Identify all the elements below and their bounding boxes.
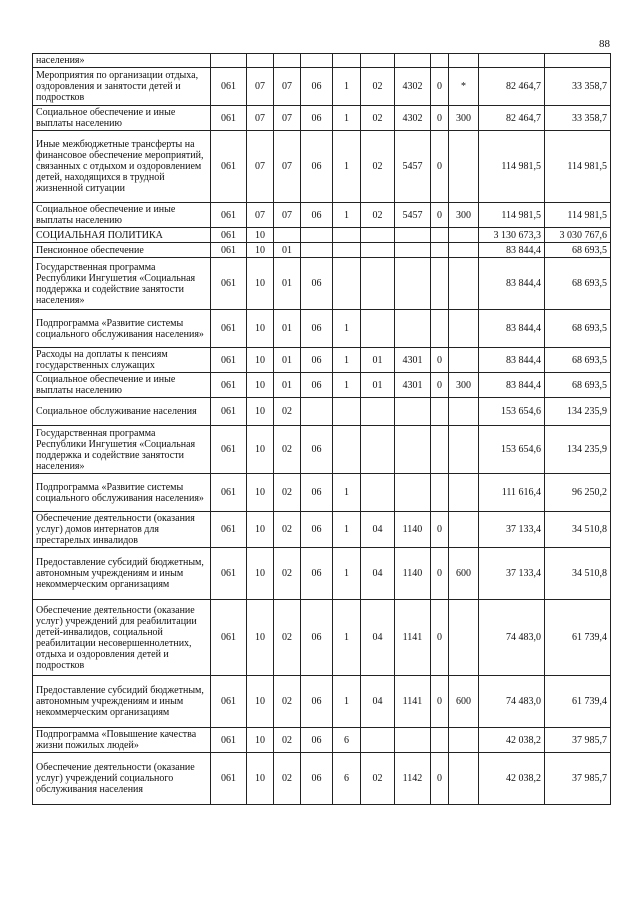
- code-extra: [431, 310, 449, 348]
- code-direction: [395, 243, 431, 258]
- row-name: Предоставление субсидий бюджетным, автономным учреждениям и иным некоммерческим организациям: [33, 676, 211, 728]
- amount-1: 3 130 673,3: [479, 228, 545, 243]
- code-extra: 0: [431, 106, 449, 131]
- code-ministry: 061: [211, 310, 247, 348]
- code-section: 07: [247, 106, 274, 131]
- code-subprogram: 1: [333, 676, 361, 728]
- code-subprogram: 1: [333, 348, 361, 373]
- code-activity: 02: [361, 203, 395, 228]
- code-subsection: 07: [274, 68, 301, 106]
- code-expense-type: [449, 474, 479, 512]
- table-row: [33, 131, 611, 203]
- code-expense-type: [449, 600, 479, 676]
- code-extra: 0: [431, 373, 449, 398]
- code-section: 10: [247, 600, 274, 676]
- code-expense-type: [449, 398, 479, 426]
- code-direction: [395, 426, 431, 474]
- code-program: 06: [301, 131, 333, 203]
- code-activity: 02: [361, 106, 395, 131]
- code-program: 06: [301, 68, 333, 106]
- table-row: [33, 512, 611, 548]
- table-row: [33, 398, 611, 426]
- amount-2: 134 235,9: [545, 426, 611, 474]
- amount-2: [545, 54, 611, 68]
- row-name: Расходы на доплаты к пенсиям государственных служащих: [33, 348, 211, 373]
- table-row: [33, 243, 611, 258]
- code-program: 06: [301, 600, 333, 676]
- amount-2: 96 250,2: [545, 474, 611, 512]
- amount-2: 37 985,7: [545, 753, 611, 805]
- code-ministry: 061: [211, 68, 247, 106]
- code-direction: 1141: [395, 600, 431, 676]
- code-activity: [361, 474, 395, 512]
- row-name: Социальное обеспечение и иные выплаты населению: [33, 203, 211, 228]
- code-subsection: 02: [274, 512, 301, 548]
- amount-1: 83 844,4: [479, 373, 545, 398]
- code-ministry: 061: [211, 728, 247, 753]
- code-section: 10: [247, 512, 274, 548]
- row-name: Обеспечение деятельности (оказания услуг) домов интернатов для престарелых инвалидов: [33, 512, 211, 548]
- code-section: 10: [247, 426, 274, 474]
- code-direction: 5457: [395, 203, 431, 228]
- code-activity: [361, 398, 395, 426]
- code-activity: [361, 258, 395, 310]
- code-subprogram: 1: [333, 373, 361, 398]
- code-ministry: 061: [211, 373, 247, 398]
- code-direction: [395, 228, 431, 243]
- code-extra: [431, 54, 449, 68]
- code-direction: 1141: [395, 676, 431, 728]
- code-subsection: 01: [274, 258, 301, 310]
- row-name: Социальное обеспечение и иные выплаты населению: [33, 106, 211, 131]
- code-subprogram: 1: [333, 600, 361, 676]
- code-ministry: 061: [211, 131, 247, 203]
- code-ministry: 061: [211, 753, 247, 805]
- amount-2: 114 981,5: [545, 131, 611, 203]
- amount-1: 37 133,4: [479, 548, 545, 600]
- code-section: 10: [247, 728, 274, 753]
- code-direction: [395, 474, 431, 512]
- table-row: [33, 258, 611, 310]
- code-activity: 04: [361, 512, 395, 548]
- code-direction: 4301: [395, 348, 431, 373]
- code-subsection: 02: [274, 600, 301, 676]
- amount-1: 74 483,0: [479, 600, 545, 676]
- code-extra: 0: [431, 68, 449, 106]
- code-program: 06: [301, 106, 333, 131]
- row-name: Обеспечение деятельности (оказание услуг) учреждений социального обслуживания населения: [33, 753, 211, 805]
- code-subsection: 07: [274, 106, 301, 131]
- code-activity: [361, 310, 395, 348]
- code-expense-type: [449, 310, 479, 348]
- code-expense-type: [449, 54, 479, 68]
- table-row: [33, 753, 611, 805]
- budget-table: [32, 53, 611, 805]
- table-row: [33, 426, 611, 474]
- code-extra: 0: [431, 676, 449, 728]
- amount-1: 74 483,0: [479, 676, 545, 728]
- code-ministry: 061: [211, 106, 247, 131]
- code-section: 10: [247, 243, 274, 258]
- code-ministry: 061: [211, 600, 247, 676]
- code-subsection: 01: [274, 348, 301, 373]
- amount-1: 111 616,4: [479, 474, 545, 512]
- code-extra: 0: [431, 131, 449, 203]
- row-name: СОЦИАЛЬНАЯ ПОЛИТИКА: [33, 228, 211, 243]
- code-ministry: 061: [211, 398, 247, 426]
- code-expense-type: [449, 426, 479, 474]
- row-name: Подпрограмма «Повышение качества жизни пожилых людей»: [33, 728, 211, 753]
- code-subsection: 07: [274, 131, 301, 203]
- code-section: 10: [247, 676, 274, 728]
- code-subprogram: 1: [333, 548, 361, 600]
- code-activity: 04: [361, 548, 395, 600]
- code-extra: [431, 258, 449, 310]
- amount-1: 83 844,4: [479, 258, 545, 310]
- code-extra: [431, 398, 449, 426]
- code-program: 06: [301, 474, 333, 512]
- code-activity: 04: [361, 600, 395, 676]
- code-section: [247, 54, 274, 68]
- table-row: [33, 228, 611, 243]
- code-subprogram: [333, 228, 361, 243]
- code-activity: [361, 426, 395, 474]
- amount-2: 68 693,5: [545, 348, 611, 373]
- code-program: 06: [301, 348, 333, 373]
- code-subprogram: 6: [333, 753, 361, 805]
- row-name: Обеспечение деятельности (оказание услуг) учреждений для реабилитации детей-инвалидов, социальной реабилитации несовершеннолетних, отдыха и оздоровления детей и подростков: [33, 600, 211, 676]
- code-extra: 0: [431, 512, 449, 548]
- code-section: 10: [247, 258, 274, 310]
- row-name: Иные межбюджетные трансферты на финансовое обеспечение мероприятий, связанных с отдыхом и оздоровлением детей, находящихся в трудной жизненной ситуации: [33, 131, 211, 203]
- table-row: [33, 54, 611, 68]
- code-extra: 0: [431, 348, 449, 373]
- code-section: 10: [247, 228, 274, 243]
- code-subsection: 01: [274, 310, 301, 348]
- code-expense-type: 600: [449, 676, 479, 728]
- table-row: [33, 728, 611, 753]
- code-section: 10: [247, 398, 274, 426]
- code-direction: 4301: [395, 373, 431, 398]
- row-name: Предоставление субсидий бюджетным, автономным учреждениям и иным некоммерческим организациям: [33, 548, 211, 600]
- amount-1: 83 844,4: [479, 243, 545, 258]
- code-direction: 5457: [395, 131, 431, 203]
- code-ministry: 061: [211, 203, 247, 228]
- code-subsection: [274, 54, 301, 68]
- page-number: 88: [599, 38, 610, 50]
- table-row: [33, 203, 611, 228]
- code-subprogram: 1: [333, 203, 361, 228]
- code-extra: 0: [431, 600, 449, 676]
- code-expense-type: [449, 728, 479, 753]
- code-section: 10: [247, 753, 274, 805]
- code-activity: 01: [361, 373, 395, 398]
- code-section: 10: [247, 474, 274, 512]
- code-subprogram: 1: [333, 474, 361, 512]
- code-program: 06: [301, 258, 333, 310]
- code-subprogram: 1: [333, 106, 361, 131]
- code-ministry: 061: [211, 243, 247, 258]
- code-direction: [395, 728, 431, 753]
- code-extra: 0: [431, 548, 449, 600]
- code-program: 06: [301, 676, 333, 728]
- code-section: 10: [247, 310, 274, 348]
- code-subprogram: 6: [333, 728, 361, 753]
- code-direction: 4302: [395, 68, 431, 106]
- table-row: [33, 676, 611, 728]
- code-subsection: [274, 228, 301, 243]
- code-section: 07: [247, 203, 274, 228]
- amount-2: 61 739,4: [545, 676, 611, 728]
- amount-1: 42 038,2: [479, 753, 545, 805]
- code-program: 06: [301, 310, 333, 348]
- code-direction: [395, 310, 431, 348]
- code-subsection: 07: [274, 203, 301, 228]
- row-name: Государственная программа Республики Ингушетия «Социальная поддержка и содействие занятости населения»: [33, 426, 211, 474]
- amount-2: 33 358,7: [545, 68, 611, 106]
- amount-1: 114 981,5: [479, 203, 545, 228]
- code-section: 07: [247, 68, 274, 106]
- code-subsection: 02: [274, 548, 301, 600]
- code-subsection: 02: [274, 728, 301, 753]
- code-subsection: 01: [274, 373, 301, 398]
- code-extra: 0: [431, 203, 449, 228]
- amount-1: 42 038,2: [479, 728, 545, 753]
- table-row: [33, 310, 611, 348]
- amount-2: 68 693,5: [545, 373, 611, 398]
- code-program: [301, 398, 333, 426]
- amount-1: 153 654,6: [479, 398, 545, 426]
- code-subprogram: 1: [333, 131, 361, 203]
- code-expense-type: [449, 258, 479, 310]
- amount-2: 134 235,9: [545, 398, 611, 426]
- code-program: 06: [301, 728, 333, 753]
- code-expense-type: [449, 753, 479, 805]
- amount-2: 61 739,4: [545, 600, 611, 676]
- code-section: 10: [247, 373, 274, 398]
- code-expense-type: *: [449, 68, 479, 106]
- code-expense-type: 300: [449, 373, 479, 398]
- table-row: [33, 474, 611, 512]
- code-subsection: 01: [274, 243, 301, 258]
- code-subprogram: [333, 426, 361, 474]
- code-program: 06: [301, 753, 333, 805]
- code-ministry: 061: [211, 512, 247, 548]
- code-activity: [361, 54, 395, 68]
- code-subprogram: [333, 398, 361, 426]
- code-expense-type: 600: [449, 548, 479, 600]
- code-extra: [431, 243, 449, 258]
- amount-2: 34 510,8: [545, 548, 611, 600]
- code-section: 07: [247, 131, 274, 203]
- code-ministry: 061: [211, 426, 247, 474]
- code-ministry: 061: [211, 676, 247, 728]
- code-program: [301, 228, 333, 243]
- amount-2: 3 030 767,6: [545, 228, 611, 243]
- table-row: [33, 600, 611, 676]
- row-name: Мероприятия по организации отдыха, оздоровления и занятости детей и подростков: [33, 68, 211, 106]
- code-subprogram: [333, 258, 361, 310]
- code-expense-type: 300: [449, 106, 479, 131]
- code-program: 06: [301, 426, 333, 474]
- amount-2: 68 693,5: [545, 258, 611, 310]
- code-program: 06: [301, 203, 333, 228]
- amount-1: 82 464,7: [479, 106, 545, 131]
- code-direction: 1140: [395, 512, 431, 548]
- code-direction: 4302: [395, 106, 431, 131]
- code-subprogram: 1: [333, 310, 361, 348]
- row-name: Пенсионное обеспечение: [33, 243, 211, 258]
- code-activity: 02: [361, 753, 395, 805]
- row-name: Социальное обслуживание населения: [33, 398, 211, 426]
- code-expense-type: [449, 512, 479, 548]
- code-program: [301, 243, 333, 258]
- row-name: населения»: [33, 54, 211, 68]
- table-row: [33, 373, 611, 398]
- code-section: 10: [247, 348, 274, 373]
- code-extra: 0: [431, 753, 449, 805]
- code-section: 10: [247, 548, 274, 600]
- code-ministry: 061: [211, 258, 247, 310]
- code-ministry: 061: [211, 474, 247, 512]
- code-expense-type: [449, 348, 479, 373]
- amount-2: 68 693,5: [545, 243, 611, 258]
- amount-1: 83 844,4: [479, 348, 545, 373]
- code-extra: [431, 474, 449, 512]
- code-expense-type: [449, 243, 479, 258]
- amount-2: 114 981,5: [545, 203, 611, 228]
- code-activity: 04: [361, 676, 395, 728]
- code-subprogram: 1: [333, 68, 361, 106]
- code-subprogram: [333, 54, 361, 68]
- code-subsection: 02: [274, 398, 301, 426]
- code-activity: 02: [361, 131, 395, 203]
- code-program: 06: [301, 548, 333, 600]
- code-program: 06: [301, 512, 333, 548]
- code-activity: 01: [361, 348, 395, 373]
- code-ministry: 061: [211, 228, 247, 243]
- row-name: Социальное обеспечение и иные выплаты населению: [33, 373, 211, 398]
- code-direction: [395, 54, 431, 68]
- amount-2: 34 510,8: [545, 512, 611, 548]
- code-expense-type: 300: [449, 203, 479, 228]
- code-direction: 1142: [395, 753, 431, 805]
- code-subprogram: 1: [333, 512, 361, 548]
- amount-2: 33 358,7: [545, 106, 611, 131]
- amount-2: 68 693,5: [545, 310, 611, 348]
- code-subprogram: [333, 243, 361, 258]
- code-direction: [395, 398, 431, 426]
- code-activity: [361, 243, 395, 258]
- code-activity: [361, 728, 395, 753]
- code-expense-type: [449, 228, 479, 243]
- code-extra: [431, 228, 449, 243]
- code-subsection: 02: [274, 676, 301, 728]
- row-name: Подпрограмма «Развитие системы социального обслуживания населения»: [33, 474, 211, 512]
- code-activity: [361, 228, 395, 243]
- code-ministry: 061: [211, 548, 247, 600]
- code-program: [301, 54, 333, 68]
- code-subsection: 02: [274, 474, 301, 512]
- table-row: [33, 348, 611, 373]
- amount-1: [479, 54, 545, 68]
- amount-2: 37 985,7: [545, 728, 611, 753]
- amount-1: 83 844,4: [479, 310, 545, 348]
- table-row: [33, 106, 611, 131]
- table-row: [33, 68, 611, 106]
- code-subsection: 02: [274, 426, 301, 474]
- row-name: Подпрограмма «Развитие системы социального обслуживания населения»: [33, 310, 211, 348]
- amount-1: 153 654,6: [479, 426, 545, 474]
- code-subsection: 02: [274, 753, 301, 805]
- amount-1: 114 981,5: [479, 131, 545, 203]
- amount-1: 37 133,4: [479, 512, 545, 548]
- code-extra: [431, 426, 449, 474]
- code-ministry: [211, 54, 247, 68]
- row-name: Государственная программа Республики Ингушетия «Социальная поддержка и содействие занятости населения»: [33, 258, 211, 310]
- code-program: 06: [301, 373, 333, 398]
- code-ministry: 061: [211, 348, 247, 373]
- code-direction: [395, 258, 431, 310]
- code-direction: 1140: [395, 548, 431, 600]
- code-extra: [431, 728, 449, 753]
- amount-1: 82 464,7: [479, 68, 545, 106]
- table-row: [33, 548, 611, 600]
- code-activity: 02: [361, 68, 395, 106]
- code-expense-type: [449, 131, 479, 203]
